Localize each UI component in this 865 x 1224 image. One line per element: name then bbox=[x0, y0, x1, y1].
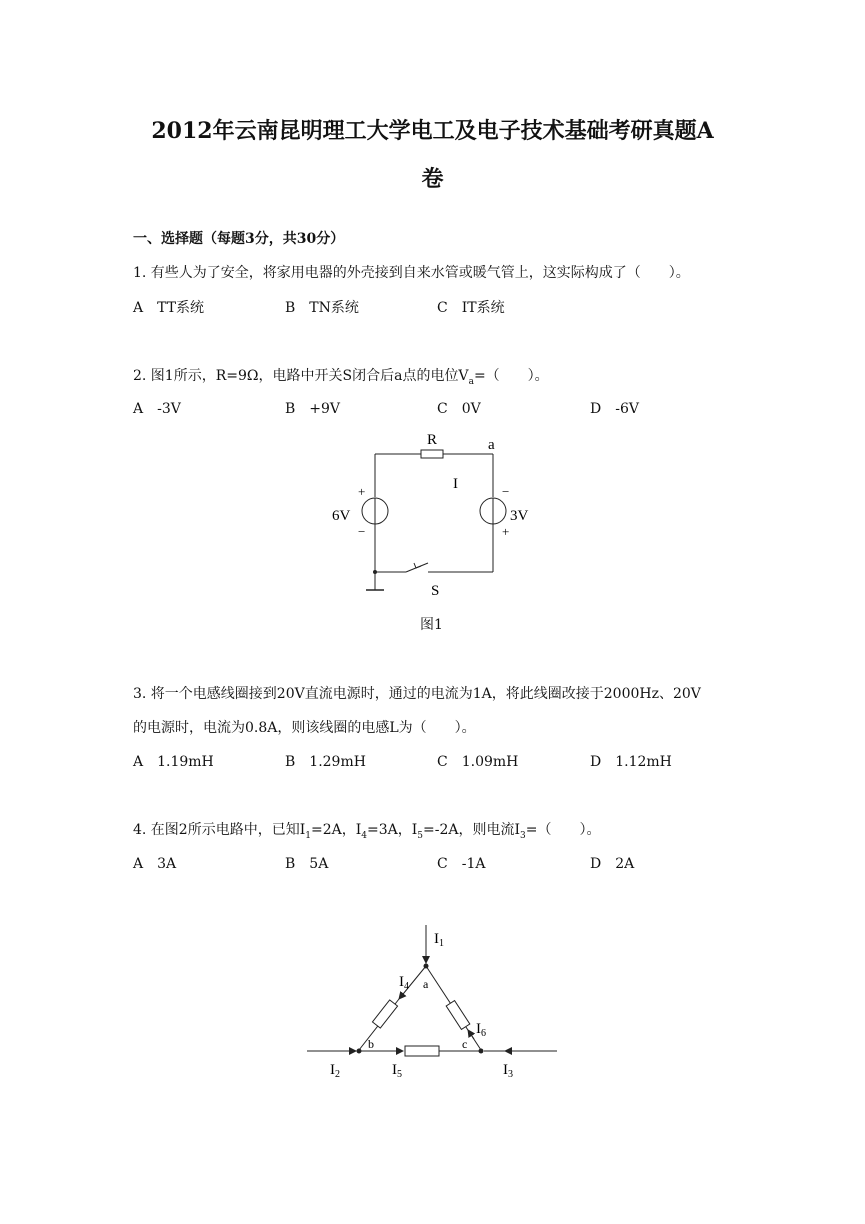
figure-1-caption: 图1 bbox=[420, 617, 443, 633]
label-i: I bbox=[453, 476, 458, 492]
q4-option-c: C -1A bbox=[437, 856, 486, 872]
q4-option-d: D 2A bbox=[590, 856, 635, 872]
node-b-dot bbox=[357, 1049, 362, 1054]
plus-right: + bbox=[502, 524, 510, 539]
q1-option-a: A TT系统 bbox=[133, 300, 205, 316]
label-node-b: b bbox=[368, 1037, 374, 1051]
label-i2: $I_2$ bbox=[330, 1062, 340, 1080]
q2-option-b: B +9V bbox=[285, 401, 341, 417]
resistor-bc bbox=[405, 1046, 439, 1056]
label-i1: $I_1$ bbox=[434, 931, 444, 949]
resistor-ac bbox=[446, 1001, 470, 1030]
label-i5: $I_5$ bbox=[392, 1062, 402, 1080]
label-i3: $I_3$ bbox=[503, 1062, 513, 1080]
question-4-text: 4. 在图2所示电路中，已知$I_1=2A$，$I_4=3A$，$I_5=-2A$，则电流$I_3=$（ ）。 bbox=[133, 822, 601, 841]
label-i6: $I_6$ bbox=[476, 1021, 486, 1039]
q3-option-b: B 1.29mH bbox=[285, 754, 366, 770]
q2-option-c: C 0V bbox=[437, 401, 481, 417]
minus-left: − bbox=[358, 524, 366, 539]
label-r: R bbox=[427, 432, 438, 448]
q1-option-b: B TN系统 bbox=[285, 300, 359, 316]
q1-option-c: C IT系统 bbox=[437, 300, 505, 316]
q4-option-b: B 5A bbox=[285, 856, 329, 872]
q3-option-a: A 1.19mH bbox=[133, 754, 214, 770]
page-title-line1: 2012年云南昆明理工大学电工及电子技术基础考研真题A bbox=[151, 118, 714, 144]
label-i4: $I_4$ bbox=[399, 974, 409, 992]
question-3-line2: 的电源时，电流为0.8A，则该线圈的电感L为（ ）。 bbox=[133, 720, 476, 736]
node-c-dot bbox=[479, 1049, 484, 1054]
label-a: a bbox=[488, 437, 495, 453]
label-node-c: c bbox=[462, 1037, 468, 1051]
question-3-line1: 3. 将一个电感线圈接到20V直流电源时，通过的电流为1A，将此线圈改接于2000Hz、20V bbox=[133, 686, 701, 702]
page-title-line2: 卷 bbox=[421, 166, 444, 192]
question-1-text: 1. 有些人为了安全，将家用电器的外壳接到自来水管或暖气管上，这实际构成了（ ）。 bbox=[133, 265, 690, 281]
label-node-a: a bbox=[423, 977, 429, 991]
plus-left: + bbox=[358, 484, 366, 499]
label-6v: 6V bbox=[332, 508, 351, 524]
resistor-r bbox=[421, 450, 443, 458]
figure-1-circuit bbox=[320, 425, 550, 605]
q3-option-d: D 1.12mH bbox=[590, 754, 672, 770]
q2-option-a: A -3V bbox=[133, 401, 181, 417]
q2-option-d: D -6V bbox=[590, 401, 639, 417]
question-2-text: 2. 图1所示，R=9Ω，电路中开关S闭合后a点的电位$V_a=$（ ）。 bbox=[133, 368, 549, 387]
figure-2-circuit bbox=[295, 920, 570, 1090]
q3-option-c: C 1.09mH bbox=[437, 754, 519, 770]
q4-option-a: A 3A bbox=[133, 856, 177, 872]
label-3v: 3V bbox=[510, 508, 529, 524]
label-s: S bbox=[431, 583, 440, 599]
minus-right: − bbox=[502, 484, 510, 499]
resistor-ab bbox=[372, 1000, 397, 1028]
section-heading: 一、选择题（每题3分，共30分） bbox=[133, 231, 345, 247]
